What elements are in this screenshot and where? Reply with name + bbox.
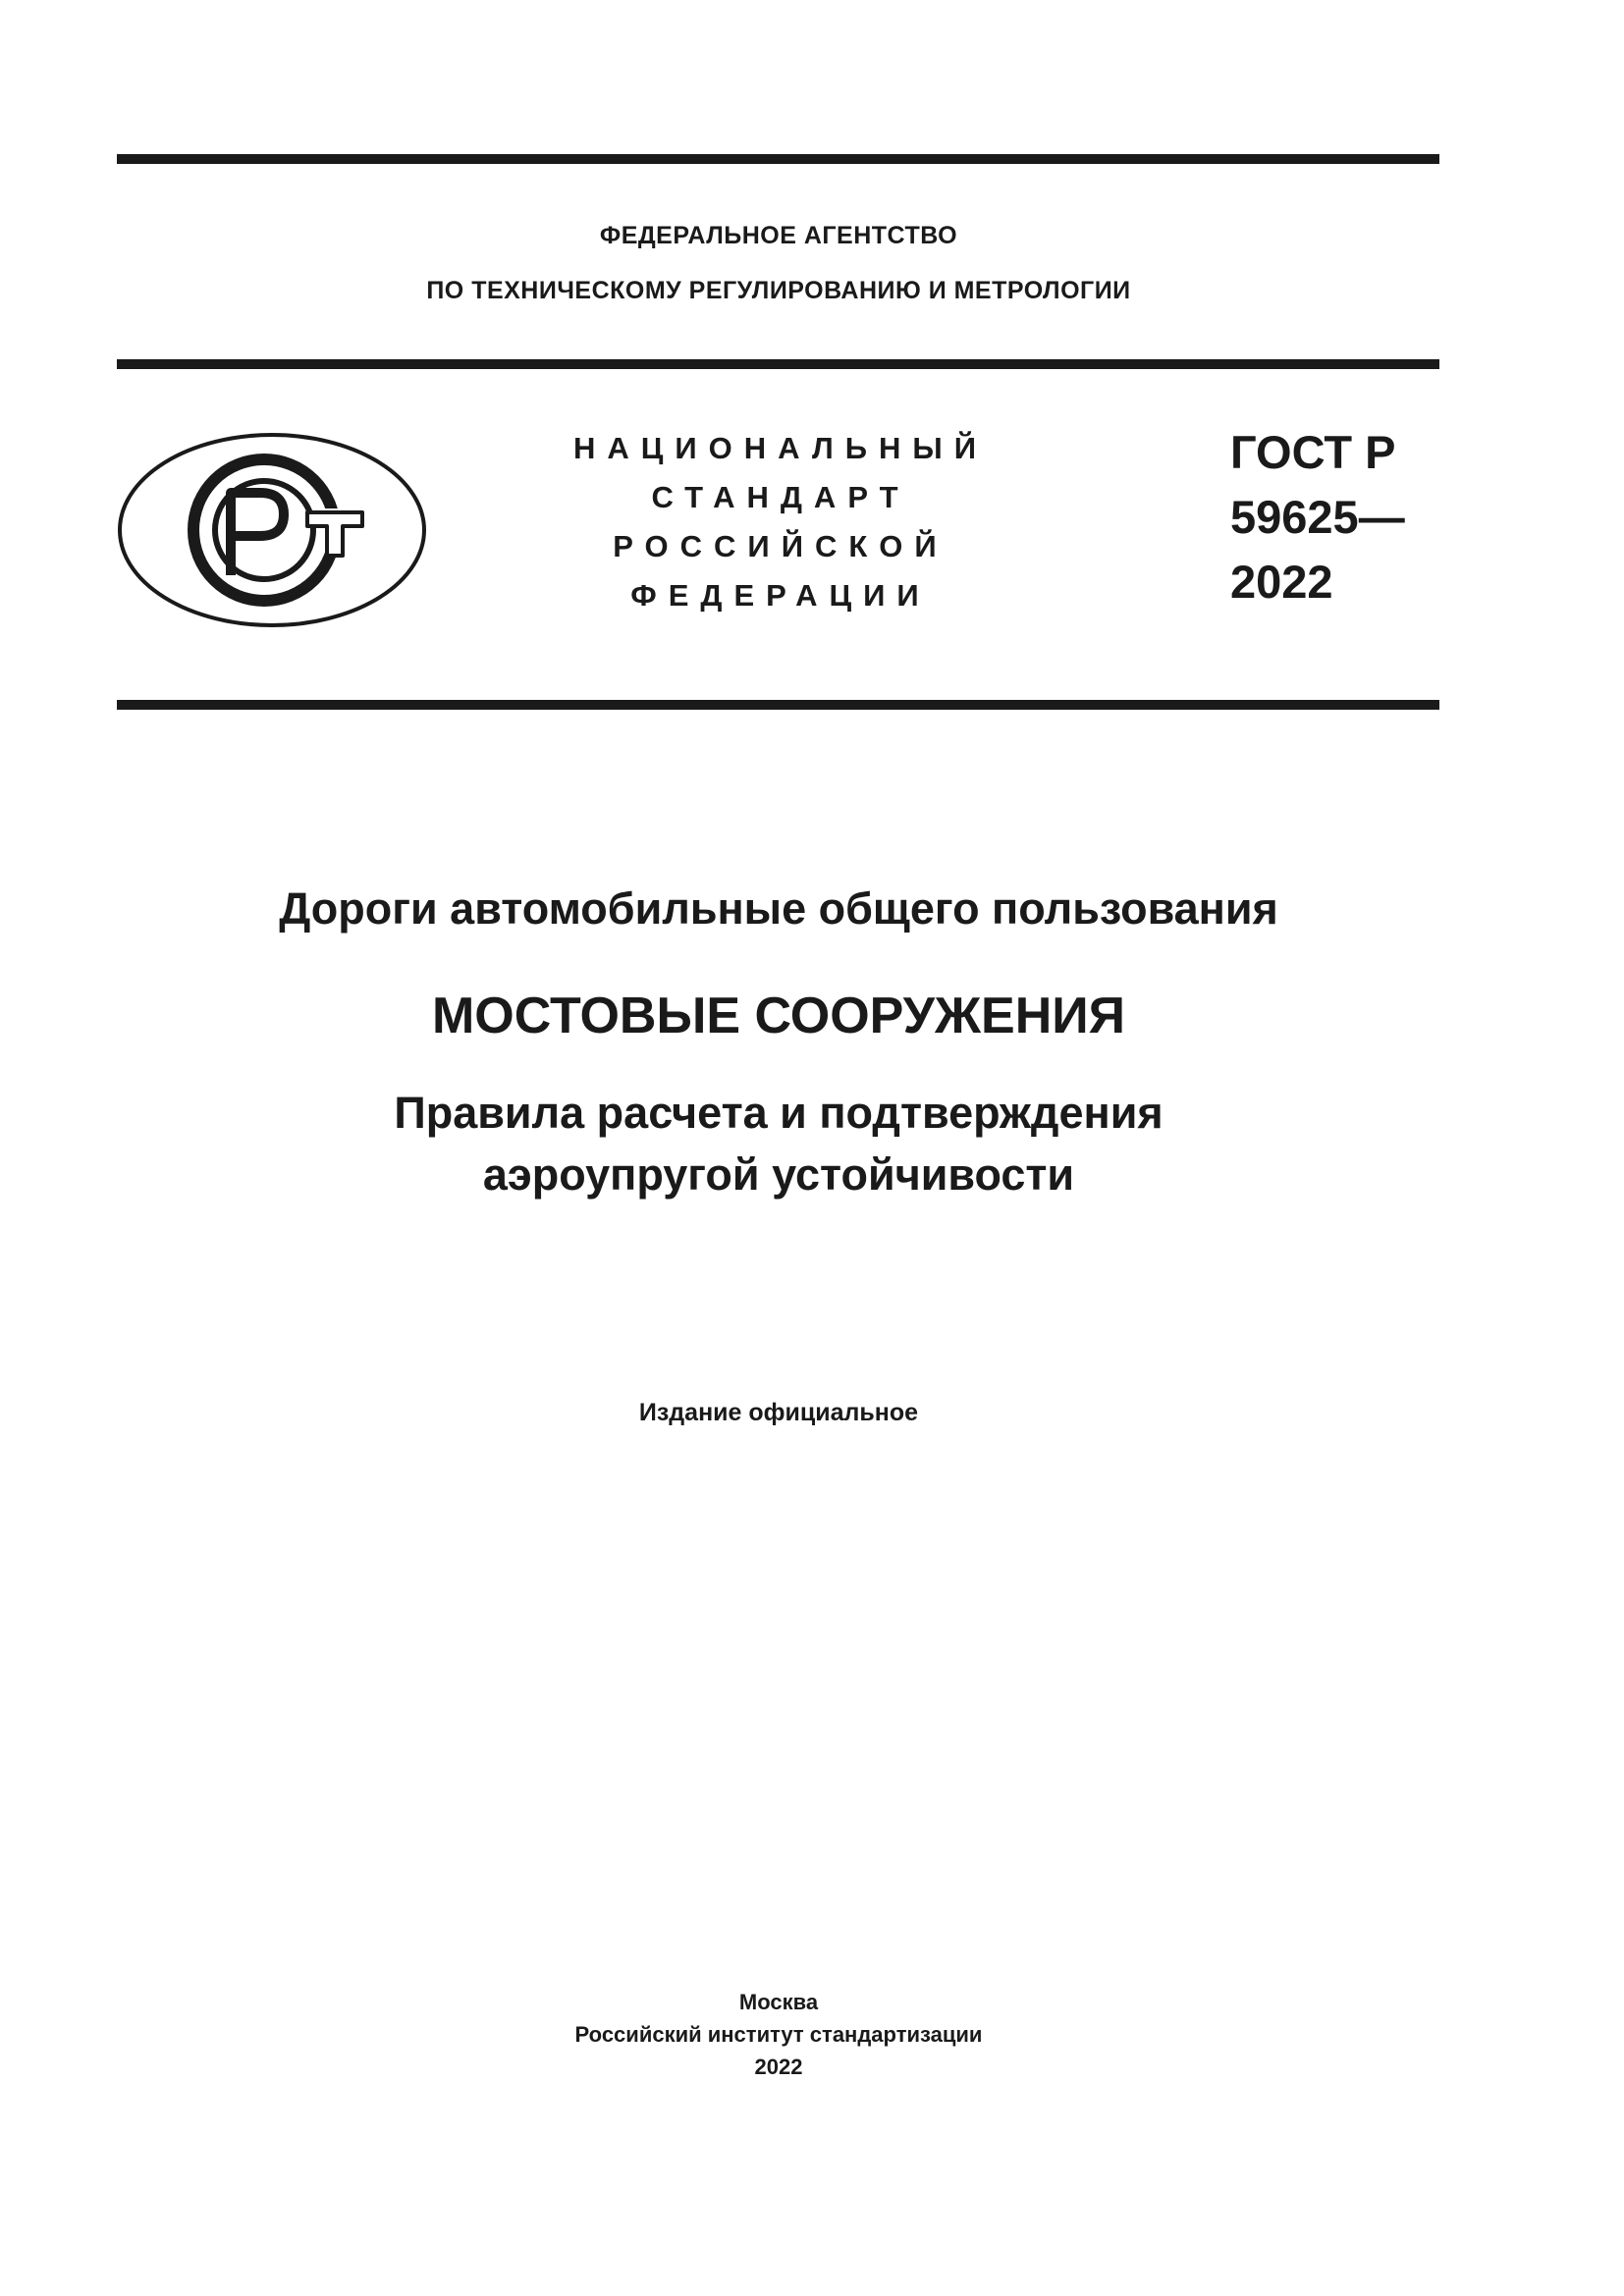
publisher-city: Москва xyxy=(738,1990,819,2014)
publisher-organization: Российский институт стандартизации xyxy=(574,2022,983,2047)
header-divider xyxy=(117,359,1439,369)
agency-name-line-2: ПО ТЕХНИЧЕСКОМУ РЕГУЛИРОВАНИЮ И МЕТРОЛОГИИ xyxy=(426,277,1131,304)
document-subtitle-line-1: Правила расчета и подтверждения xyxy=(394,1088,1164,1138)
top-divider xyxy=(117,154,1439,164)
bottom-header-divider xyxy=(117,700,1439,710)
designation-year: 2022 xyxy=(1230,556,1333,608)
national-standard-line: НАЦИОНАЛЬНЫЙ xyxy=(572,431,989,465)
publication-year: 2022 xyxy=(754,2055,803,2079)
designation-prefix: ГОСТ Р xyxy=(1230,426,1396,478)
national-standard-line: СТАНДАРТ xyxy=(651,480,910,514)
standard-designation xyxy=(1230,420,1405,614)
rst-certification-mark-icon xyxy=(115,430,429,630)
document-title-general: Дороги автомобильные общего пользования xyxy=(279,883,1278,934)
national-standard-line: ФЕДЕРАЦИИ xyxy=(630,578,931,613)
edition-label: Издание официальное xyxy=(638,1399,919,1426)
national-standard-label xyxy=(550,424,1011,620)
document-title-main: МОСТОВЫЕ СООРУЖЕНИЯ xyxy=(431,988,1125,1044)
national-standard-line: РОССИЙСКОЙ xyxy=(613,529,948,563)
agency-name-line-1: ФЕДЕРАЛЬНОЕ АГЕНТСТВО xyxy=(599,222,958,249)
designation-number: 59625— xyxy=(1230,491,1405,543)
document-subtitle-line-2: аэроупругой устойчивости xyxy=(482,1149,1075,1200)
